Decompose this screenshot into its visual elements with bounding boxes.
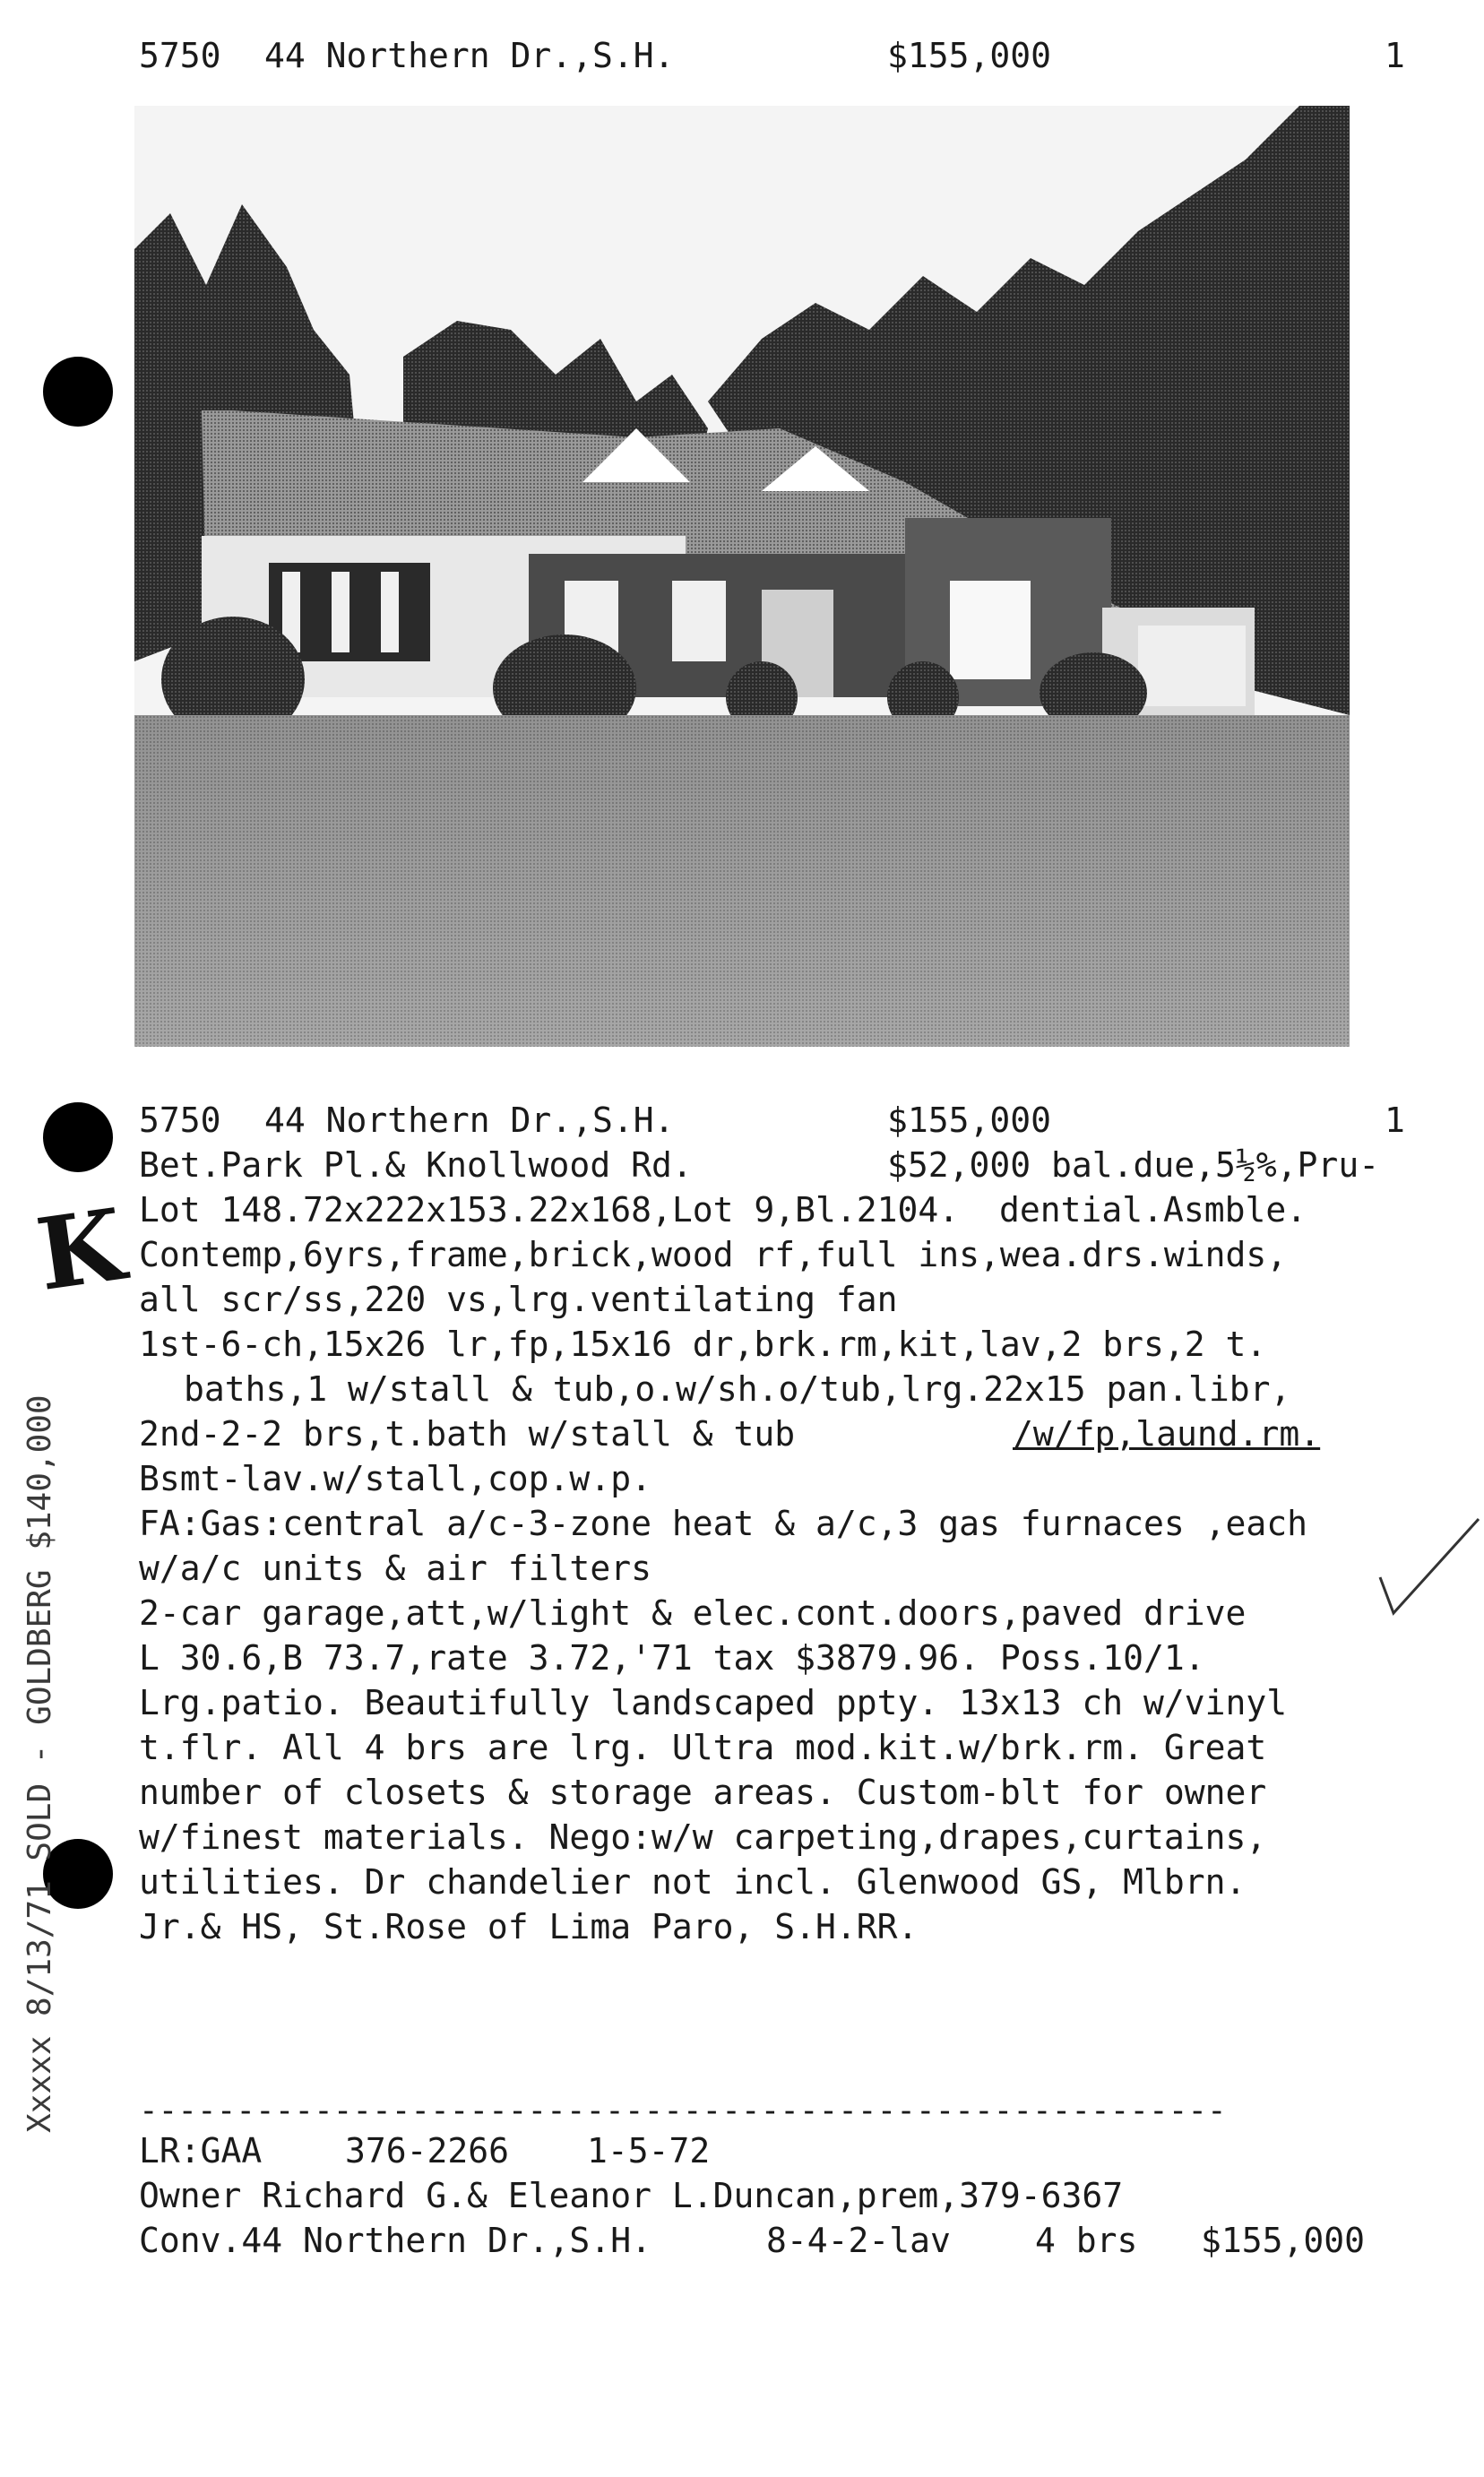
- listing-line-18: utilities. Dr chandelier not incl. Glenwood GS, Mlbrn.: [139, 1862, 1247, 1902]
- listing-line-10: FA:Gas:central a/c-3-zone heat & a/c,3 gas furnaces ,each: [139, 1504, 1308, 1543]
- divider-line: --------------------------------------------------------: [139, 2093, 1227, 2129]
- footer-price: $155,000: [1201, 2221, 1366, 2260]
- listing-line-6: 1st-6-ch,15x26 lr,fp,15x16 dr,brk.rm,kit,lav,2 brs,2 t.: [139, 1325, 1267, 1364]
- listing-line-19: Jr.& HS, St.Rose of Lima Paro, S.H.RR.: [139, 1907, 919, 1946]
- cross-streets: Bet.Park Pl.& Knollwood Rd.: [139, 1145, 693, 1185]
- second-floor: 2nd-2-2 brs,t.bath w/stall & tub: [139, 1414, 796, 1454]
- card-header: [139, 36, 1411, 90]
- listing-line-17: w/finest materials. Nego:w/w carpeting,drapes,curtains,: [139, 1817, 1267, 1857]
- header-listing-number: 5750: [139, 36, 221, 75]
- mortgage-lender: dential.Asmble.: [999, 1190, 1307, 1230]
- punch-hole: [43, 1102, 113, 1172]
- listing-number: 5750: [139, 1100, 221, 1140]
- listing-price: $155,000: [887, 1100, 1052, 1140]
- conv-address: Conv.44 Northern Dr.,S.H.: [139, 2221, 651, 2260]
- listing-line-7: baths,1 w/stall & tub,o.w/sh.o/tub,lrg.22x15 pan.libr,: [184, 1369, 1291, 1409]
- listing-line-16: number of closets & storage areas. Custom-blt for owner: [139, 1773, 1267, 1812]
- listing-line-11: w/a/c units & air filters: [139, 1549, 651, 1588]
- header-address: 44 Northern Dr.,S.H.: [264, 36, 675, 75]
- handwritten-k-mark: K: [30, 1186, 132, 1314]
- sold-side-note: Xxxxx 8/13/71 SOLD - GOLDBERG $140,000: [22, 1394, 58, 2133]
- listing-address: 44 Northern Dr.,S.H.: [264, 1100, 675, 1140]
- listing-line-2: [139, 1143, 1438, 1187]
- library-addendum: /w/fp,laund.rm.: [1013, 1414, 1321, 1454]
- footer-line-3: [139, 2219, 1438, 2264]
- bedroom-count: 4 brs: [1035, 2221, 1138, 2260]
- listing-line-5: all scr/ss,220 vs,lrg.ventilating fan: [139, 1280, 898, 1319]
- agent-phone: 376-2266: [345, 2131, 510, 2171]
- listing-line-9: Bsmt-lav.w/stall,cop.w.p.: [139, 1459, 651, 1498]
- listing-line-1: [139, 1098, 1438, 1143]
- listing-line-15: t.flr. All 4 brs are lrg. Ultra mod.kit.w/brk.rm. Great: [139, 1728, 1267, 1767]
- mortgage-balance: $52,000 bal.due,5½%,Pru-: [887, 1145, 1380, 1185]
- listing-details: [139, 1098, 1438, 1949]
- listing-line-12: 2-car garage,att,w/light & elec.cont.doors,paved drive: [139, 1593, 1247, 1633]
- listing-line-4: Contemp,6yrs,frame,brick,wood rf,full ins,wea.drs.winds,: [139, 1235, 1288, 1274]
- listing-line-13: L 30.6,B 73.7,rate 3.72,'71 tax $3879.96. Poss.10/1.: [139, 1638, 1205, 1678]
- listing-date: 1-5-72: [587, 2131, 711, 2171]
- listing-footer: [139, 2129, 1438, 2264]
- header-card-number: 1: [1385, 36, 1405, 75]
- footer-line-1: [139, 2129, 1438, 2174]
- listing-line-14: Lrg.patio. Beautifully landscaped ppty. 13x13 ch w/vinyl: [139, 1683, 1288, 1722]
- listing-line-3: [139, 1187, 1438, 1232]
- lot-info: Lot 148.72x222x153.22x168,Lot 9,Bl.2104.: [139, 1190, 960, 1230]
- footer-line-2: Owner Richard G.& Eleanor L.Duncan,prem,379-6367: [139, 2176, 1124, 2215]
- header-price: $155,000: [887, 36, 1052, 75]
- listing-agent: LR:GAA: [139, 2131, 263, 2171]
- house-photo-image: [134, 106, 1350, 1047]
- punch-hole: [43, 357, 113, 427]
- listing-card-number: 1: [1385, 1100, 1405, 1140]
- room-count: 8-4-2-lav: [766, 2221, 951, 2260]
- house-photo: [134, 106, 1350, 1047]
- listing-line-8: [139, 1411, 1438, 1456]
